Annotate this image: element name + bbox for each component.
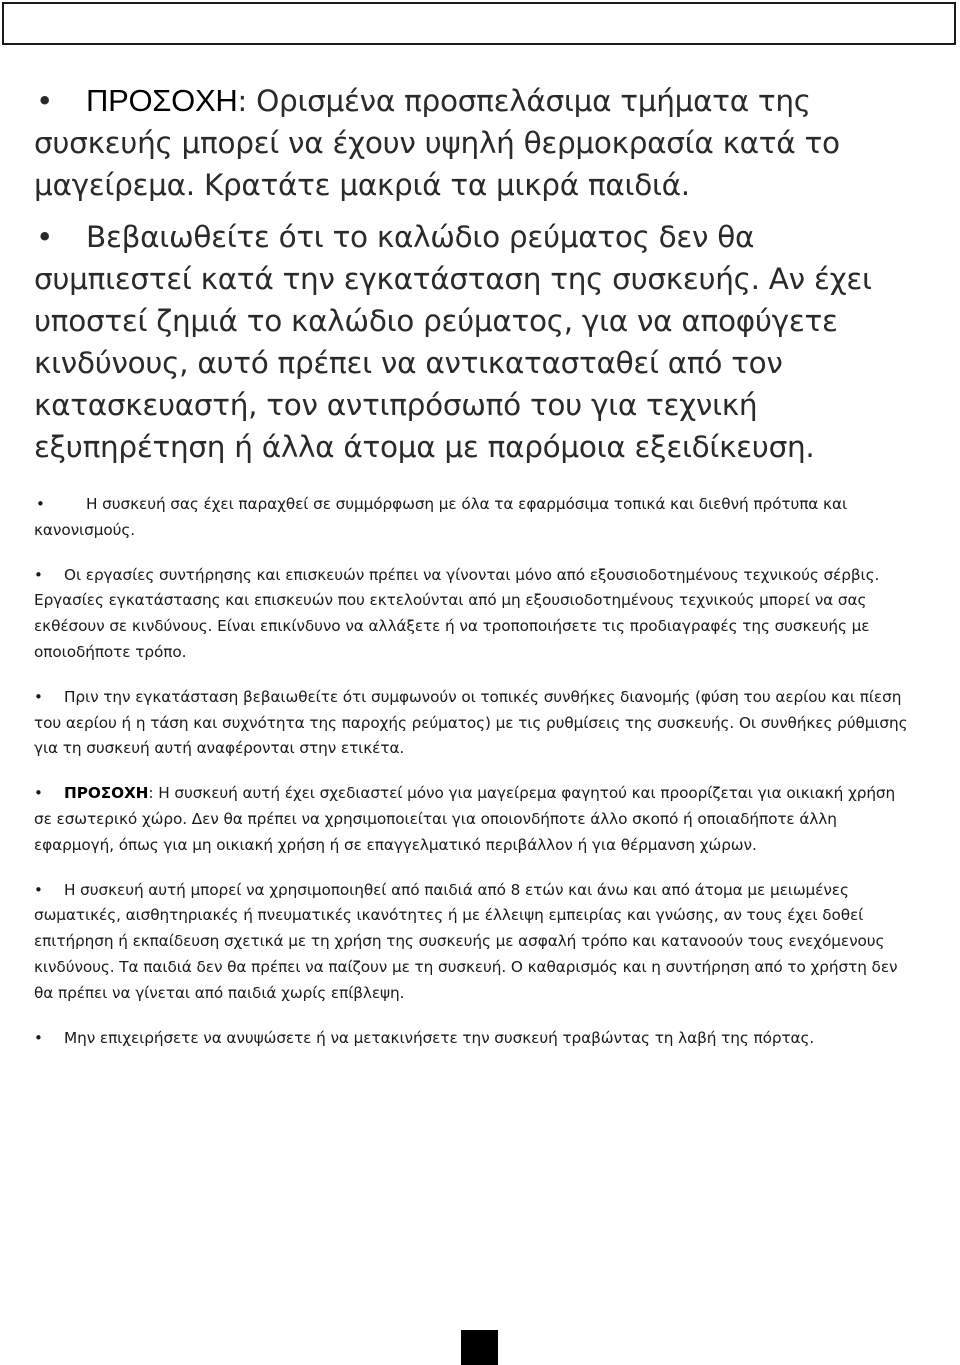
list-item-children-usage bbox=[34, 878, 914, 1007]
bullet-icon: • bbox=[34, 784, 43, 803]
item-text: : Ορισμένα προσπελάσιμα τμήματα της συσκευής μπορεί να έχουν υψηλή θερμοκρασία κατά το μαγείρεμα. Κρατάτε μακριά τα μικρά παιδιά. bbox=[34, 84, 840, 202]
bullet-icon: • bbox=[36, 84, 54, 118]
list-item-household-use-warning bbox=[34, 781, 914, 858]
item-text: Η συσκευή σας έχει παραχθεί σε συμμόρφωση με όλα τα εφαρμόσιμα τοπικά και διεθνή πρότυπα και κανονισμούς. bbox=[34, 495, 848, 539]
list-item-local-conditions bbox=[34, 685, 914, 762]
list-item-standards-compliance bbox=[34, 492, 914, 544]
page-header-box bbox=[2, 2, 956, 45]
item-text: Οι εργασίες συντήρησης και επισκευών πρέπει να γίνονται μόνο από εξουσιοδοτημένους τεχνικούς σέρβις. Εργασίες εγκατάστασης και επισκευών που εκτελούνται από μη εξουσιοδοτημένους τεχνικούς μπορεί να σας εκθέσουν σε κινδύνους. Είναι επικίνδυνο να αλλάξετε ή να τροποποιήσετε τις προδιαγραφές της συσκευής με οποιοδήποτε τρόπο. bbox=[34, 565, 880, 661]
bullet-icon: • bbox=[34, 880, 43, 899]
item-text: Η συσκευή αυτή μπορεί να χρησιμοποιηθεί από παιδιά από 8 ετών και άνω και από άτομα με μειωμένες σωματικές, αισθητηριακές ή πνευματικές ικανότητες ή με έλλειψη εμπειρίας και γνώσης, αν τους έχει δοθεί επιτήρηση ή εκπαίδευση σχετικά με τη χρήση της συσκευής με ασφαλή τρόπο και κατανοούν τους ενεχόμενους κινδύνους. Τα παιδιά δεν θα πρέπει να παίζουν με τη συσκευή. Ο καθαρισμός και η συντήρηση από το χρήστη δεν θα πρέπει να γίνεται από παιδιά χωρίς επίβλεψη. bbox=[34, 880, 898, 1002]
bullet-icon: • bbox=[34, 1028, 43, 1047]
item-text: : Η συσκευή αυτή έχει σχεδιαστεί μόνο για μαγείρεμα φαγητού και προορίζεται για οικιακή χρήση σε εσωτερικό χώρο. Δεν θα πρέπει να χρησιμοποιείται για οποιονδήποτε άλλο σκοπό ή οποιαδήποτε άλλη εφαρμογή, όπως για μη οικιακή χρήση ή σε επαγγελματικό περιβάλλον ή για θέρμανση χώρων. bbox=[34, 784, 896, 854]
page-marker-square bbox=[461, 1330, 498, 1365]
list-item-door-handle bbox=[34, 1026, 914, 1052]
warning-label: ΠΡΟΣΟΧΗ bbox=[64, 784, 149, 803]
item-text: Μην επιχειρήσετε να ανυψώσετε ή να μετακινήσετε την συσκευή τραβώντας τη λαβή της πόρτας. bbox=[64, 1028, 815, 1047]
warning-label: ΠΡΟΣΟΧΗ bbox=[86, 83, 238, 118]
list-item-power-cable bbox=[34, 216, 914, 468]
list-item-hot-surfaces-warning bbox=[34, 80, 914, 206]
bullet-icon: • bbox=[34, 687, 43, 706]
bullet-icon: • bbox=[36, 495, 45, 513]
item-text: Βεβαιωθείτε ότι το καλώδιο ρεύματος δεν θα συμπιεστεί κατά την εγκατάσταση της συσκευής. Αν έχει υποστεί ζημιά το καλώδιο ρεύματος, για να αποφύγετε κινδύνους, αυτό πρέπει να αντικατασταθεί από τον κατασκευαστή, τον αντιπρόσωπό του για τεχνική εξυπηρέτηση ή άλλα άτομα με παρόμοια εξειδίκευση. bbox=[34, 220, 872, 464]
bullet-icon: • bbox=[36, 220, 54, 254]
safety-instructions bbox=[34, 80, 914, 1070]
bullet-icon: • bbox=[34, 565, 43, 584]
item-text: Πριν την εγκατάσταση βεβαιωθείτε ότι συμφωνούν οι τοπικές συνθήκες διανομής (φύση του αερίου και πίεση του αερίου ή η τάση και συχνότητα της παροχής ρεύματος) με τις ρυθμίσεις της συσκευής. Οι συνθήκες ρύθμισης για τη συσκευή αυτή αναφέρονται στην ετικέτα. bbox=[34, 687, 908, 758]
list-item-authorized-service bbox=[34, 563, 914, 666]
